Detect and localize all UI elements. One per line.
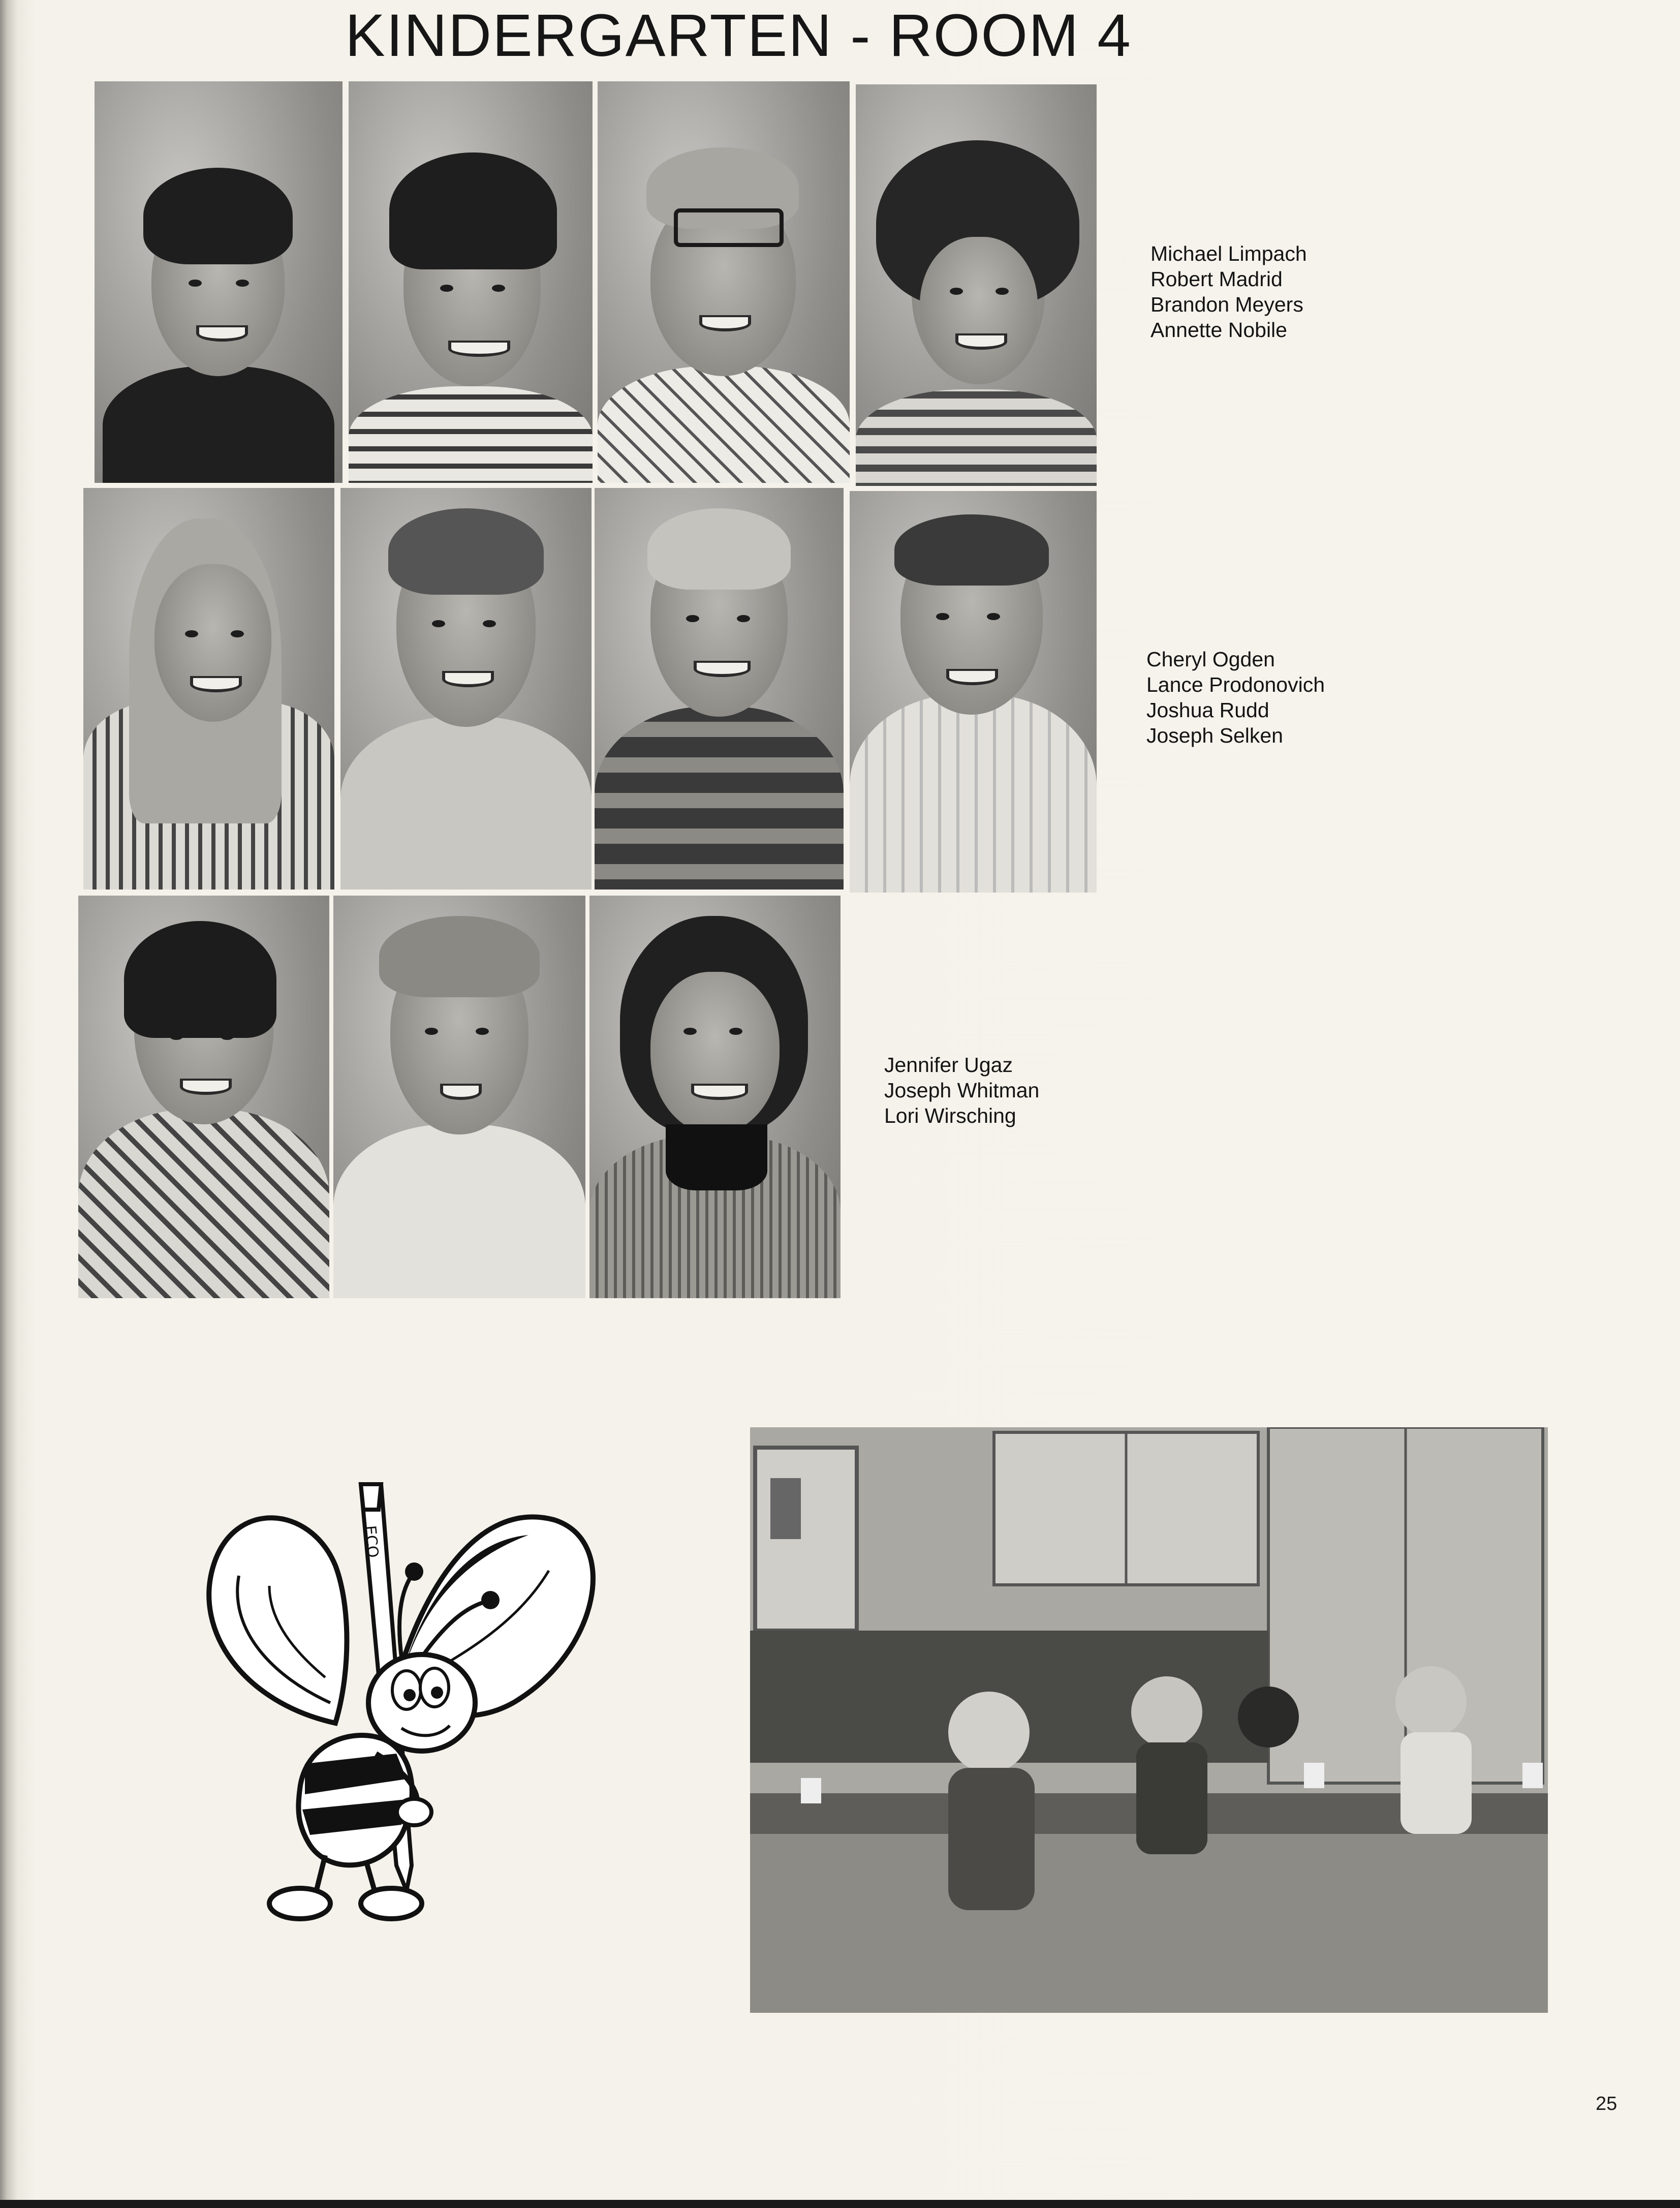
student-name: Michael Limpach <box>1150 242 1307 265</box>
student-name: Joshua Rudd <box>1146 698 1269 722</box>
pencil-label: ECO <box>361 1524 382 1559</box>
student-name: Jennifer Ugaz <box>884 1053 1013 1077</box>
student-name: Robert Madrid <box>1150 267 1283 291</box>
student-name: Brandon Meyers <box>1150 293 1303 316</box>
page-bottom-edge <box>0 2200 1680 2208</box>
portrait-robert-madrid <box>349 81 593 483</box>
portrait-joseph-selken <box>850 491 1097 893</box>
classroom-scene <box>750 1427 1548 2013</box>
portrait-cheryl-ogden <box>83 488 334 890</box>
portrait-jennifer-ugaz <box>78 896 329 1298</box>
row-1-names <box>1150 241 1307 343</box>
portrait-michael-limpach <box>95 81 343 483</box>
student-name: Lori Wirsching <box>884 1104 1016 1127</box>
portrait-joshua-rudd <box>595 488 844 890</box>
portrait-joseph-whitman <box>333 896 585 1298</box>
portrait-annette-nobile <box>856 84 1097 486</box>
classroom-photo <box>750 1427 1548 2013</box>
student-name: Cheryl Ogden <box>1146 648 1275 671</box>
row-2-names <box>1146 647 1325 748</box>
portrait-lori-wirsching <box>589 896 841 1298</box>
student-name: Joseph Selken <box>1146 724 1283 747</box>
student-name: Annette Nobile <box>1150 318 1287 342</box>
portrait-brandon-meyers <box>598 81 850 483</box>
portrait-lance-prodonovich <box>340 488 592 890</box>
student-name: Joseph Whitman <box>884 1079 1040 1102</box>
row-3-names <box>884 1052 1039 1128</box>
bee-mascot-with-pencil-icon <box>183 1438 610 1937</box>
page-title <box>0 0 1680 71</box>
page-number: 25 <box>1596 2093 1617 2114</box>
student-name: Lance Prodonovich <box>1146 673 1325 696</box>
page-title-text: KINDERGARTEN - ROOM 4 <box>345 2 1132 69</box>
